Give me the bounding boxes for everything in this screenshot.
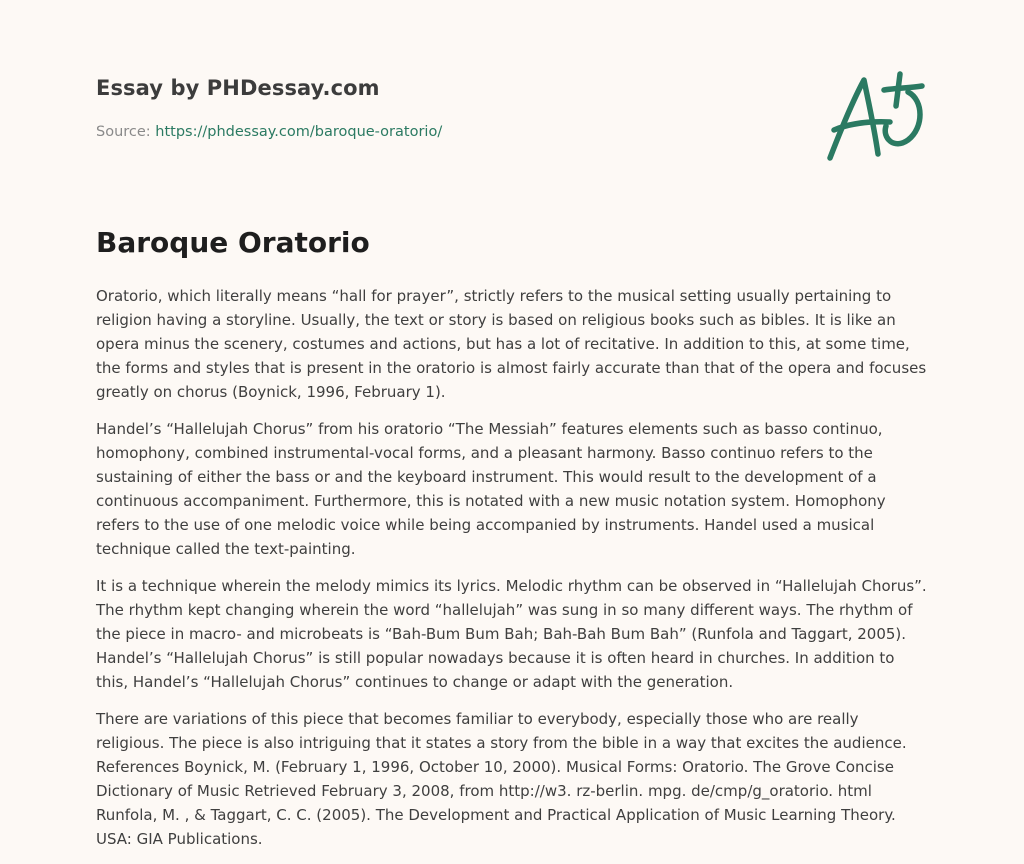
page-title: Baroque Oratorio bbox=[96, 226, 370, 259]
source-link[interactable]: https://phdessay.com/baroque-oratorio/ bbox=[155, 124, 443, 140]
paragraph: Handel’s “Hallelujah Chorus” from his oratorio “The Messiah” features elements such as basso continuo, homophony, combined instrumental-vocal forms, and a pleasant harmony. Basso continuo refers to the sustaining of either the bass or and the keyboard instrument. This would result to the development of a continuous accompaniment. Furthermore, this is notated with a new music notation system. Homophony refers to the use of one melodic voice while being accompanied by instruments. Handel used a musical technique called the text-painting. bbox=[96, 420, 886, 558]
source-label: Source: bbox=[96, 124, 156, 140]
paragraph: It is a technique wherein the melody mimics its lyrics. Melodic rhythm can be observed in “Hallelujah Chorus”. The rhythm kept changing wherein the word “hallelujah” was sung in so many different ways. The rhythm of the piece in macro- and microbeats is “Bah-Bum Bum Bah; Bah-Bah Bum Bah” (Runfola and Taggart, 2005). Handel’s “Hallelujah Chorus” is still popular nowadays because it is often heard in churches. In addition to this, Handel’s “Hallelujah Chorus” continues to change or adapt with the generation. bbox=[96, 577, 927, 691]
paragraph: There are variations of this piece that becomes familiar to everybody, especially those who are really religious. The piece is also intriguing that it states a story from the bible in a way that excites the audience. References Boynick, M. (February 1, 1996, October 10, 2000). Musical Forms: Oratorio. The Grove Concise Dictionary of Music Retrieved February 3, 2008, from http://w3. rz-berlin. mpg. de/cmp/g_oratorio. html Runfola, M. , & Taggart, C. C. (2005). The Development and Practical Application of Music Learning Theory. USA: GIA Publications. bbox=[96, 710, 907, 848]
site-brand: Essay by PHDessay.com bbox=[96, 76, 380, 100]
paragraph: Oratorio, which literally means “hall for prayer”, strictly refers to the musical setting usually pertaining to religion having a storyline. Usually, the text or story is based on religious books such as bibles. It is like an opera minus the scenery, costumes and actions, but has a lot of recitative. In addition to this, at some time, the forms and styles that is present in the oratorio is almost fairly accurate than that of the opera and focuses greatly on chorus (Boynick, 1996, February 1). bbox=[96, 287, 927, 401]
source-line bbox=[96, 124, 442, 140]
a-plus-logo-icon bbox=[820, 66, 930, 166]
article-body bbox=[96, 284, 930, 864]
